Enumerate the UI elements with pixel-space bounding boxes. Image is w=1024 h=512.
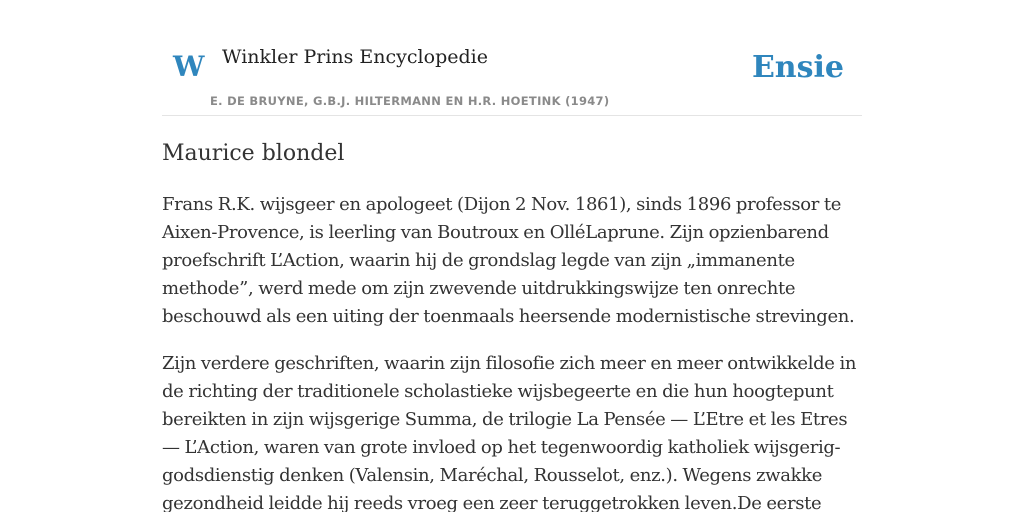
article-paragraph: Zijn verdere geschriften, waarin zijn filosofie zich meer en meer ontwikkelde in de richting der traditionele scholastieke wijsbegeerte en die hun hoogtepunt bereikten in zijn wijsgerige Summa, de trilogie La Pensée — L’Etre et les Etres — L’Action, waren van grote invloed op het tegenwoordig katholiek wijsgerig-godsdienstig denken (Valensin, Maréchal, Rousselot, enz.). Wegens zwakke gezondheid leidde hij reeds vroeg een zeer teruggetrokken leven.De eerste <box>162 353 857 512</box>
site-header <box>162 40 862 116</box>
authors-line: E. DE BRUYNE, G.B.J. HILTERMANN EN H.R. HOETINK (1947) <box>210 94 610 108</box>
article-paragraph: Frans R.K. wijsgeer en apologeet (Dijon 2 Nov. 1861), sinds 1896 professor te Aixen-Provence, is leerling van Boutroux en OlléLaprune. Zijn opzienbarend proefschrift L’Action, waarin hij de grondslag legde van zijn „immanente methode”, werd mede om zijn zwevende uitdrukkingswijze ten onrechte beschouwd als een uiting der toenmaals heersende modernistische strevingen. <box>162 194 855 327</box>
encyclopedia-title[interactable]: Winkler Prins Encyclopedie <box>222 46 488 68</box>
winkler-prins-logo-icon[interactable]: W <box>173 50 205 83</box>
ensie-logo[interactable]: Ensie <box>751 50 844 85</box>
article <box>162 137 862 512</box>
article-title: Maurice blondel <box>162 141 345 166</box>
